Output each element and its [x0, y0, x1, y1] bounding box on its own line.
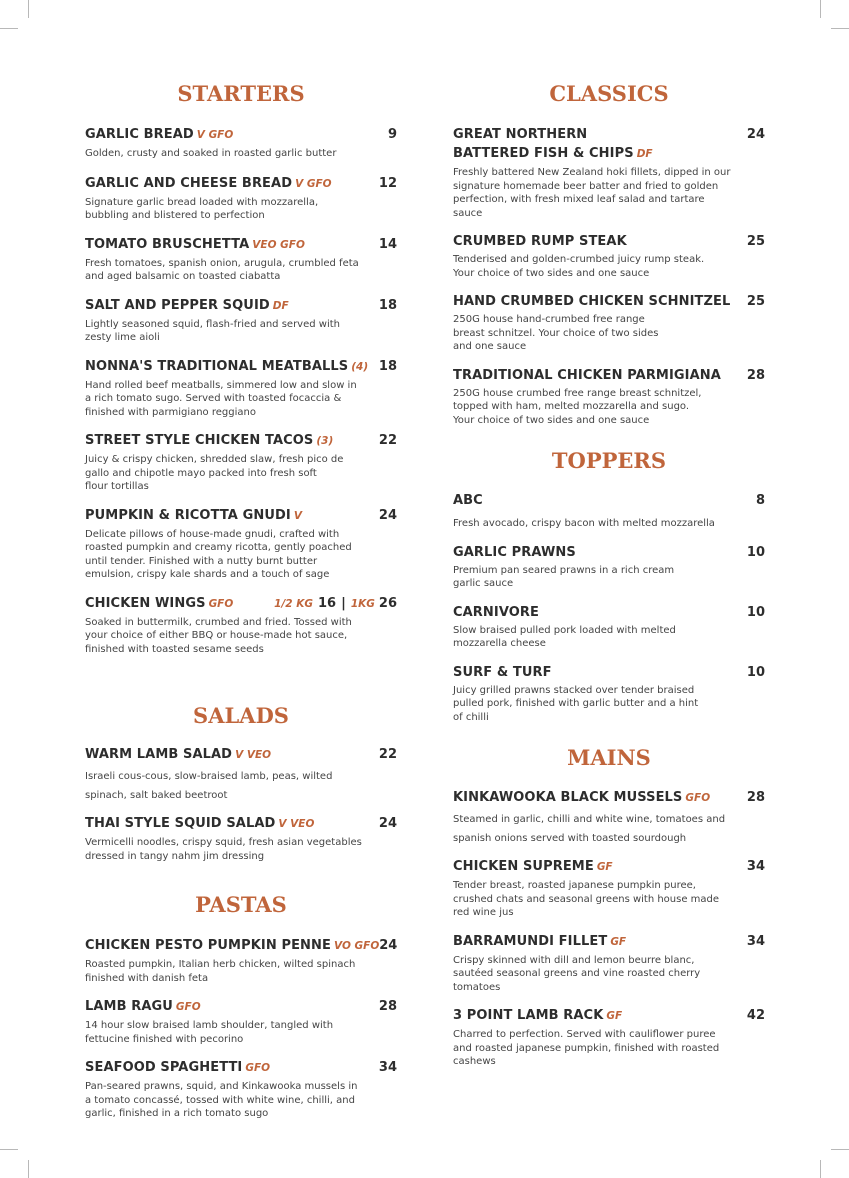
left-column [85, 80, 397, 1121]
menu-item-salt-pepper-squid [85, 297, 397, 345]
item-price: 28 [746, 790, 765, 805]
size-tag: 1KG [350, 597, 375, 610]
menu-item-chicken-tacos [85, 432, 397, 494]
section-title-classics: CLASSICS [549, 81, 669, 106]
section-title-pastas: PASTAS [195, 892, 287, 917]
item-price: 22 [378, 747, 397, 762]
crop-mark [28, 1160, 29, 1178]
menu-item-carnivore [453, 604, 765, 651]
item-name: TRADITIONAL CHICKEN PARMIGIANA [453, 367, 721, 383]
portion-tag: (3) [316, 435, 334, 447]
item-name: TOMATO BRUSCHETTA [85, 236, 250, 252]
section-title-salads: SALADS [193, 703, 289, 728]
item-description: Israeli cous-cous, slow-braised lamb, peas, wilted spinach, salt baked beetroot [85, 771, 333, 801]
dietary-tag: GFO [175, 1001, 201, 1013]
menu-item-chicken-schnitzel [453, 293, 765, 354]
menu-item-thai-squid-salad [85, 815, 397, 863]
item-description: Delicate pillows of house-made gnudi, crafted with roasted pumpkin and creamy ricotta, gently poached until tender. Finished with a nutty burnt butter emulsion, crispy kale shards and a touch of sage [85, 528, 352, 580]
item-description: Pan-seared prawns, squid, and Kinkawooka mussels in a tomato concassé, tossed with white wine, chilli, and garlic, finished in a rich tomato sugo [85, 1081, 358, 1119]
item-price: 10 [746, 664, 765, 680]
menu-item-black-mussels [453, 789, 765, 848]
item-name: CHICKEN SUPREME [453, 859, 594, 874]
item-description: Fresh avocado, crispy bacon with melted mozzarella [453, 518, 715, 529]
item-description: Golden, crusty and soaked in roasted garlic butter [85, 148, 337, 159]
menu-item-garlic-cheese-bread [85, 175, 397, 223]
crop-mark [0, 28, 18, 29]
item-price: 18 [378, 358, 397, 374]
item-price: 42 [746, 1008, 765, 1023]
item-name: HAND CRUMBED CHICKEN SCHNITZEL [453, 294, 731, 309]
price-separator: | [341, 595, 346, 611]
item-price: 18 [378, 297, 397, 313]
menu-item-barramundi [453, 933, 765, 995]
item-name: GARLIC PRAWNS [453, 544, 576, 560]
menu-item-chicken-wings [85, 595, 397, 657]
menu-item-warm-lamb-salad [85, 746, 397, 805]
menu-item-tomato-bruschetta [85, 236, 397, 284]
item-description: Tenderised and golden-crumbed juicy rump steak. Your choice of two sides and one sauce [453, 254, 705, 279]
item-price: 8 [755, 493, 765, 508]
item-description: Freshly battered New Zealand hoki fillets, dipped in our signature homemade beer batter and fried to golden perfection, with fresh mixed leaf salad and tartare sauce [453, 167, 731, 219]
item-price: 28 [746, 367, 765, 383]
item-price: 24 [746, 127, 765, 142]
item-name: CHICKEN WINGS [85, 595, 206, 611]
size-tag: 1/2 KG [274, 597, 313, 610]
item-description: Premium pan seared prawns in a rich cream garlic sauce [453, 564, 675, 589]
item-description: Crispy skinned with dill and lemon beurre blanc, sautéed seasonal greens and vine roasted cherry tomatoes [453, 954, 701, 993]
dietary-tag: GF [610, 935, 627, 948]
item-description: Juicy grilled prawns stacked over tender braised pulled pork, finished with garlic butter and a hint of chilli [453, 684, 699, 723]
item-name: CHICKEN PESTO PUMPKIN PENNE [85, 938, 331, 953]
menu-item-chicken-parmigiana [453, 367, 765, 428]
item-name: SEAFOOD SPAGHETTI [85, 1060, 243, 1075]
item-price: 24 [378, 507, 397, 523]
item-description: Lightly seasoned squid, flash-fried and served with zesty lime aioli [85, 318, 340, 343]
menu-item-rump-steak [453, 233, 765, 280]
dietary-tag: DF [636, 148, 653, 160]
item-price: 25 [746, 294, 765, 309]
dietary-tag: V [293, 509, 302, 522]
menu-item-gnudi [85, 507, 397, 582]
item-name-line2: BATTERED FISH & CHIPS [453, 146, 634, 161]
item-name: SALT AND PEPPER SQUID [85, 297, 270, 313]
item-name: BARRAMUNDI FILLET [453, 933, 608, 949]
item-name: GREAT NORTHERN [453, 127, 588, 142]
item-description: Vermicelli noodles, crispy squid, fresh asian vegetables dressed in tangy nahm jim dressing [85, 837, 362, 862]
item-name: GARLIC BREAD [85, 127, 194, 142]
dietary-tag: GFO [245, 1062, 271, 1074]
item-price: 10 [746, 544, 765, 560]
item-price: 14 [378, 236, 397, 252]
dietary-tag: GFO [685, 792, 711, 804]
item-price: 25 [746, 234, 765, 249]
dietary-tag: V VEO [278, 818, 315, 830]
item-name: SURF & TURF [453, 664, 552, 680]
item-price: 24 [378, 816, 397, 831]
item-name: STREET STYLE CHICKEN TACOS [85, 433, 314, 448]
crop-mark [820, 1160, 821, 1178]
section-title-toppers: TOPPERS [551, 448, 667, 473]
dietary-tag: GF [606, 1010, 623, 1022]
item-price: 9 [387, 127, 397, 142]
crop-mark [0, 1149, 18, 1150]
dietary-tag: GF [596, 861, 613, 873]
item-price: 34 [746, 933, 765, 949]
item-price: 28 [378, 999, 397, 1014]
wing-prices [274, 595, 397, 613]
item-name: ABC [453, 493, 483, 508]
menu-item-pesto-penne [85, 937, 397, 985]
crop-mark [820, 0, 821, 18]
item-description: Hand rolled beef meatballs, simmered low and slow in a rich tomato sugo. Served with toasted focaccia & finished with parmigiano reggiano [85, 379, 357, 418]
menu-item-lamb-rack [453, 1007, 765, 1069]
item-price: 16 [318, 595, 337, 611]
dietary-tag: DF [272, 299, 289, 312]
item-price: 24 [379, 938, 398, 953]
item-description: Tender breast, roasted japanese pumpkin puree, crushed chats and seasonal greens with house made red wine jus [453, 880, 720, 918]
dietary-tag: GFO [208, 597, 234, 610]
item-description: Roasted pumpkin, Italian herb chicken, wilted spinach finished with danish feta [85, 959, 356, 984]
menu-item-surf-turf [453, 664, 765, 725]
item-name: CRUMBED RUMP STEAK [453, 234, 627, 249]
menu-item-garlic-bread [85, 126, 397, 161]
item-price: 12 [378, 175, 397, 191]
item-name: LAMB RAGU [85, 999, 173, 1014]
menu-item-fish-and-chips [453, 126, 765, 220]
item-name: THAI STYLE SQUID SALAD [85, 816, 276, 831]
item-name: NONNA'S TRADITIONAL MEATBALLS [85, 358, 349, 374]
menu-item-abc [453, 492, 765, 531]
item-description: Signature garlic bread loaded with mozzarella, bubbling and blistered to perfection [85, 196, 319, 221]
item-name: 3 POINT LAMB RACK [453, 1008, 604, 1023]
item-price: 10 [746, 604, 765, 620]
item-description: Slow braised pulled pork loaded with melted mozzarella cheese [453, 624, 676, 649]
crop-mark [28, 0, 29, 18]
item-name: CARNIVORE [453, 604, 540, 620]
menu-item-chicken-supreme [453, 858, 765, 920]
item-price: 26 [378, 595, 397, 611]
dietary-tag: V VEO [235, 749, 272, 761]
item-description: Steamed in garlic, chilli and white wine, tomatoes and spanish onions served with toasted sourdough [453, 814, 726, 844]
dietary-tag: VEO GFO [252, 238, 305, 251]
menu-item-meatballs [85, 358, 397, 420]
item-name: WARM LAMB SALAD [85, 747, 233, 762]
item-description: Soaked in buttermilk, crumbed and fried. Tossed with your choice of either BBQ or house-made hot sauce, finished with toasted sesame seeds [85, 616, 352, 655]
menu-item-lamb-ragu [85, 998, 397, 1046]
item-description: 14 hour slow braised lamb shoulder, tangled with fettucine finished with pecorino [85, 1020, 334, 1045]
dietary-tag: V GFO [295, 177, 332, 190]
dietary-tag: VO GFO [334, 940, 380, 952]
item-name: KINKAWOOKA BLACK MUSSELS [453, 790, 683, 805]
right-column [453, 80, 765, 1069]
item-price: 34 [746, 859, 765, 874]
item-name: GARLIC AND CHEESE BREAD [85, 175, 293, 191]
item-description: Fresh tomatoes, spanish onion, arugula, crumbled feta and aged balsamic on toasted ciabatta [85, 257, 359, 282]
item-price: 34 [378, 1060, 397, 1075]
item-description: 250G house crumbed free range breast schnitzel, topped with ham, melted mozzarella and sugo. Your choice of two sides and one sauce [453, 387, 702, 426]
item-price: 22 [378, 433, 397, 448]
menu-item-garlic-prawns [453, 544, 765, 591]
menu-item-seafood-spaghetti [85, 1059, 397, 1121]
crop-mark [831, 28, 849, 29]
crop-mark [831, 1149, 849, 1150]
portion-tag: (4) [351, 360, 369, 373]
section-title-starters: STARTERS [177, 81, 305, 106]
dietary-tag: V GFO [196, 129, 234, 141]
item-description: 250G house hand-crumbed free range breast schnitzel. Your choice of two sides and one sauce [453, 314, 659, 352]
item-description: Juicy & crispy chicken, shredded slaw, fresh pico de gallo and chipotle mayo packed into fresh soft flour tortillas [85, 454, 344, 492]
section-title-mains: MAINS [567, 745, 651, 770]
item-name: PUMPKIN & RICOTTA GNUDI [85, 507, 291, 523]
item-description: Charred to perfection. Served with cauliflower puree and roasted japanese pumpkin, finished with roasted cashews [453, 1029, 720, 1067]
